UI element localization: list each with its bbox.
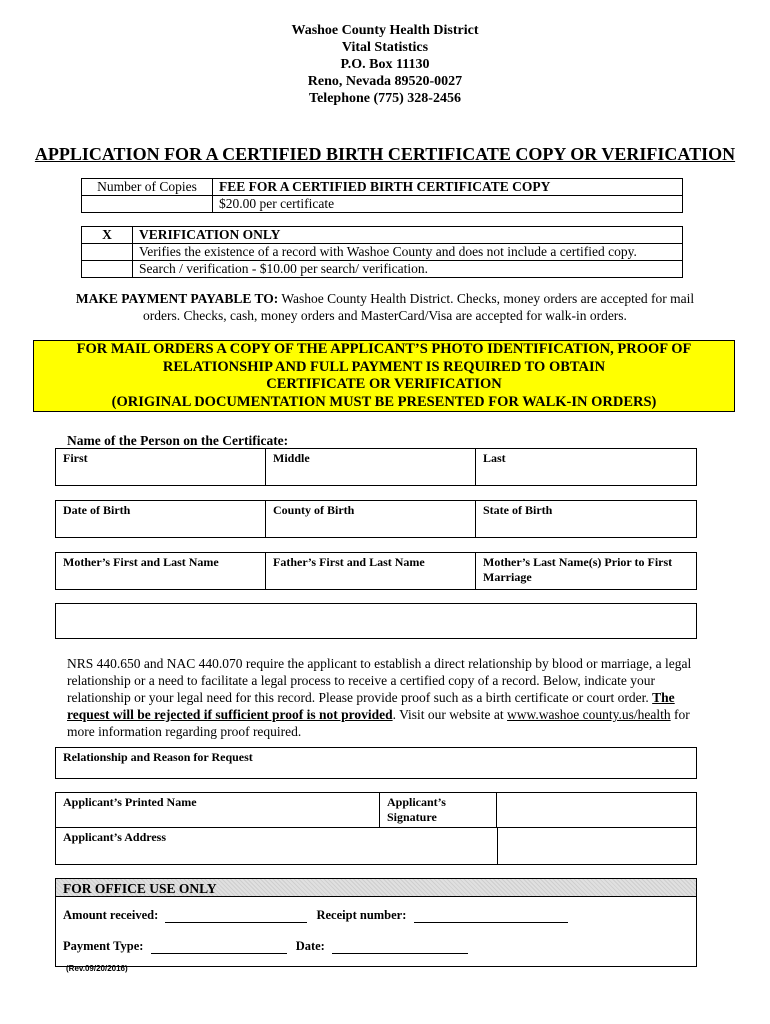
applicant-name-field[interactable] <box>56 793 379 828</box>
date-line[interactable] <box>332 940 468 954</box>
receipt-number-label: Receipt number: <box>316 908 407 922</box>
date-label: Date: <box>295 939 325 953</box>
payment-text1: Washoe County Health District. Checks, money orders are accepted for mail <box>278 291 695 306</box>
birth-fields <box>55 500 697 538</box>
mail-order-notice <box>33 340 735 412</box>
amount-received-line[interactable] <box>165 909 307 923</box>
nrs-text3: for more information regarding proof required. <box>67 707 690 739</box>
notice-line1: FOR MAIL ORDERS A COPY OF THE APPLICANT’S PHOTO IDENTIFICATION, PROOF OF <box>76 341 692 357</box>
mother-name-label: Mother’s First and Last Name <box>63 555 219 569</box>
fee-heading: FEE FOR A CERTIFIED BIRTH CERTIFICATE COPY <box>213 179 683 196</box>
payment-instructions <box>50 290 720 324</box>
date-of-birth-field[interactable] <box>56 501 265 537</box>
verification-blank <box>82 261 133 278</box>
agency-name: Washoe County Health District <box>291 23 479 38</box>
fee-table <box>81 178 683 213</box>
office-use-heading: FOR OFFICE USE ONLY <box>56 879 696 897</box>
blank-field[interactable] <box>55 603 697 639</box>
applicant-address-extra[interactable] <box>497 828 696 864</box>
state-of-birth-label: State of Birth <box>483 503 553 517</box>
applicant-fields <box>55 792 697 865</box>
copies-input[interactable] <box>82 196 213 213</box>
payment-label: MAKE PAYMENT PAYABLE TO: <box>75 291 279 306</box>
applicant-signature-area[interactable] <box>496 793 696 828</box>
website-link[interactable]: www.washoe county.us/health <box>507 707 671 722</box>
middle-name-field[interactable] <box>265 449 475 485</box>
mother-name-field[interactable] <box>56 553 265 589</box>
applicant-address-label: Applicant’s Address <box>63 830 167 844</box>
verification-blank <box>82 244 133 261</box>
last-name-field[interactable] <box>475 449 696 485</box>
nrs-text1: NRS 440.650 and NAC 440.070 require the applicant to establish a direct relationship by blood or marriage, a legal relationship or a need to facilitate a legal process to receive a certified copy of a record. Below, indicate your relationship or your legal need for this record. Please provide proof such as a birth certificate or court order. <box>67 656 692 705</box>
county-of-birth-field[interactable] <box>265 501 475 537</box>
last-name-label: Last <box>483 451 506 465</box>
verification-heading: VERIFICATION ONLY <box>133 227 683 244</box>
agency-city: Reno, Nevada 89520-0027 <box>307 74 463 89</box>
applicant-signature-label: Applicant’s Signature <box>387 795 446 824</box>
copies-label: Number of Copies <box>82 179 213 196</box>
relationship-label: Relationship and Reason for Request <box>63 750 253 764</box>
middle-name-label: Middle <box>273 451 310 465</box>
notice-line2: RELATIONSHIP AND FULL PAYMENT IS REQUIRED TO OBTAIN <box>162 358 606 375</box>
applicant-signature-field[interactable] <box>379 793 496 828</box>
county-of-birth-label: County of Birth <box>273 503 355 517</box>
nrs-text2: . Visit our website at <box>392 707 508 722</box>
receipt-number-line[interactable] <box>414 909 568 923</box>
notice-line3: CERTIFICATE OR VERIFICATION <box>266 376 502 392</box>
office-row-1 <box>63 908 568 923</box>
mother-maiden-name-field[interactable] <box>475 553 696 589</box>
first-name-field[interactable] <box>56 449 265 485</box>
fee-value: $20.00 per certificate <box>213 196 683 213</box>
office-row-2 <box>63 939 468 954</box>
nrs-paragraph <box>67 655 707 740</box>
agency-header <box>0 22 770 107</box>
applicant-name-label: Applicant’s Printed Name <box>63 795 197 809</box>
verification-checkbox[interactable]: X <box>82 227 133 244</box>
applicant-address-field[interactable] <box>56 828 497 864</box>
notice-line4: (ORIGINAL DOCUMENTATION MUST BE PRESENTED FOR WALK-IN ORDERS) <box>111 393 657 410</box>
father-name-label: Father’s First and Last Name <box>273 555 425 569</box>
relationship-field[interactable] <box>55 747 697 779</box>
verification-table <box>81 226 683 278</box>
agency-division: Vital Statistics <box>341 40 429 55</box>
payment-text2: orders. Checks, cash, money orders and MasterCard/Visa are accepted for walk-in orders. <box>143 308 627 323</box>
first-name-label: First <box>63 451 88 465</box>
rejection-warning: The request will be rejected if sufficient proof is not provided <box>67 690 675 722</box>
page-title: APPLICATION FOR A CERTIFIED BIRTH CERTIFICATE COPY OR VERIFICATION <box>34 144 736 164</box>
payment-type-line[interactable] <box>151 940 287 954</box>
agency-po-box: P.O. Box 11130 <box>340 57 430 72</box>
name-section-caption: Name of the Person on the Certificate: <box>67 433 289 448</box>
office-use-section <box>55 878 697 967</box>
agency-phone: Telephone (775) 328-2456 <box>309 91 461 106</box>
parent-fields <box>55 552 697 590</box>
amount-received-label: Amount received: <box>63 908 159 922</box>
father-name-field[interactable] <box>265 553 475 589</box>
verification-line2: Search / verification - $10.00 per search/ verification. <box>133 261 683 278</box>
name-fields <box>55 448 697 486</box>
verification-line1: Verifies the existence of a record with Washoe County and does not include a certified copy. <box>133 244 683 261</box>
mother-maiden-name-label: Mother’s Last Name(s) Prior to First Marriage <box>483 555 673 584</box>
revision-date: (Rev.09/20/2016) <box>66 964 128 973</box>
date-of-birth-label: Date of Birth <box>63 503 131 517</box>
state-of-birth-field[interactable] <box>475 501 696 537</box>
payment-type-label: Payment Type: <box>63 939 144 953</box>
